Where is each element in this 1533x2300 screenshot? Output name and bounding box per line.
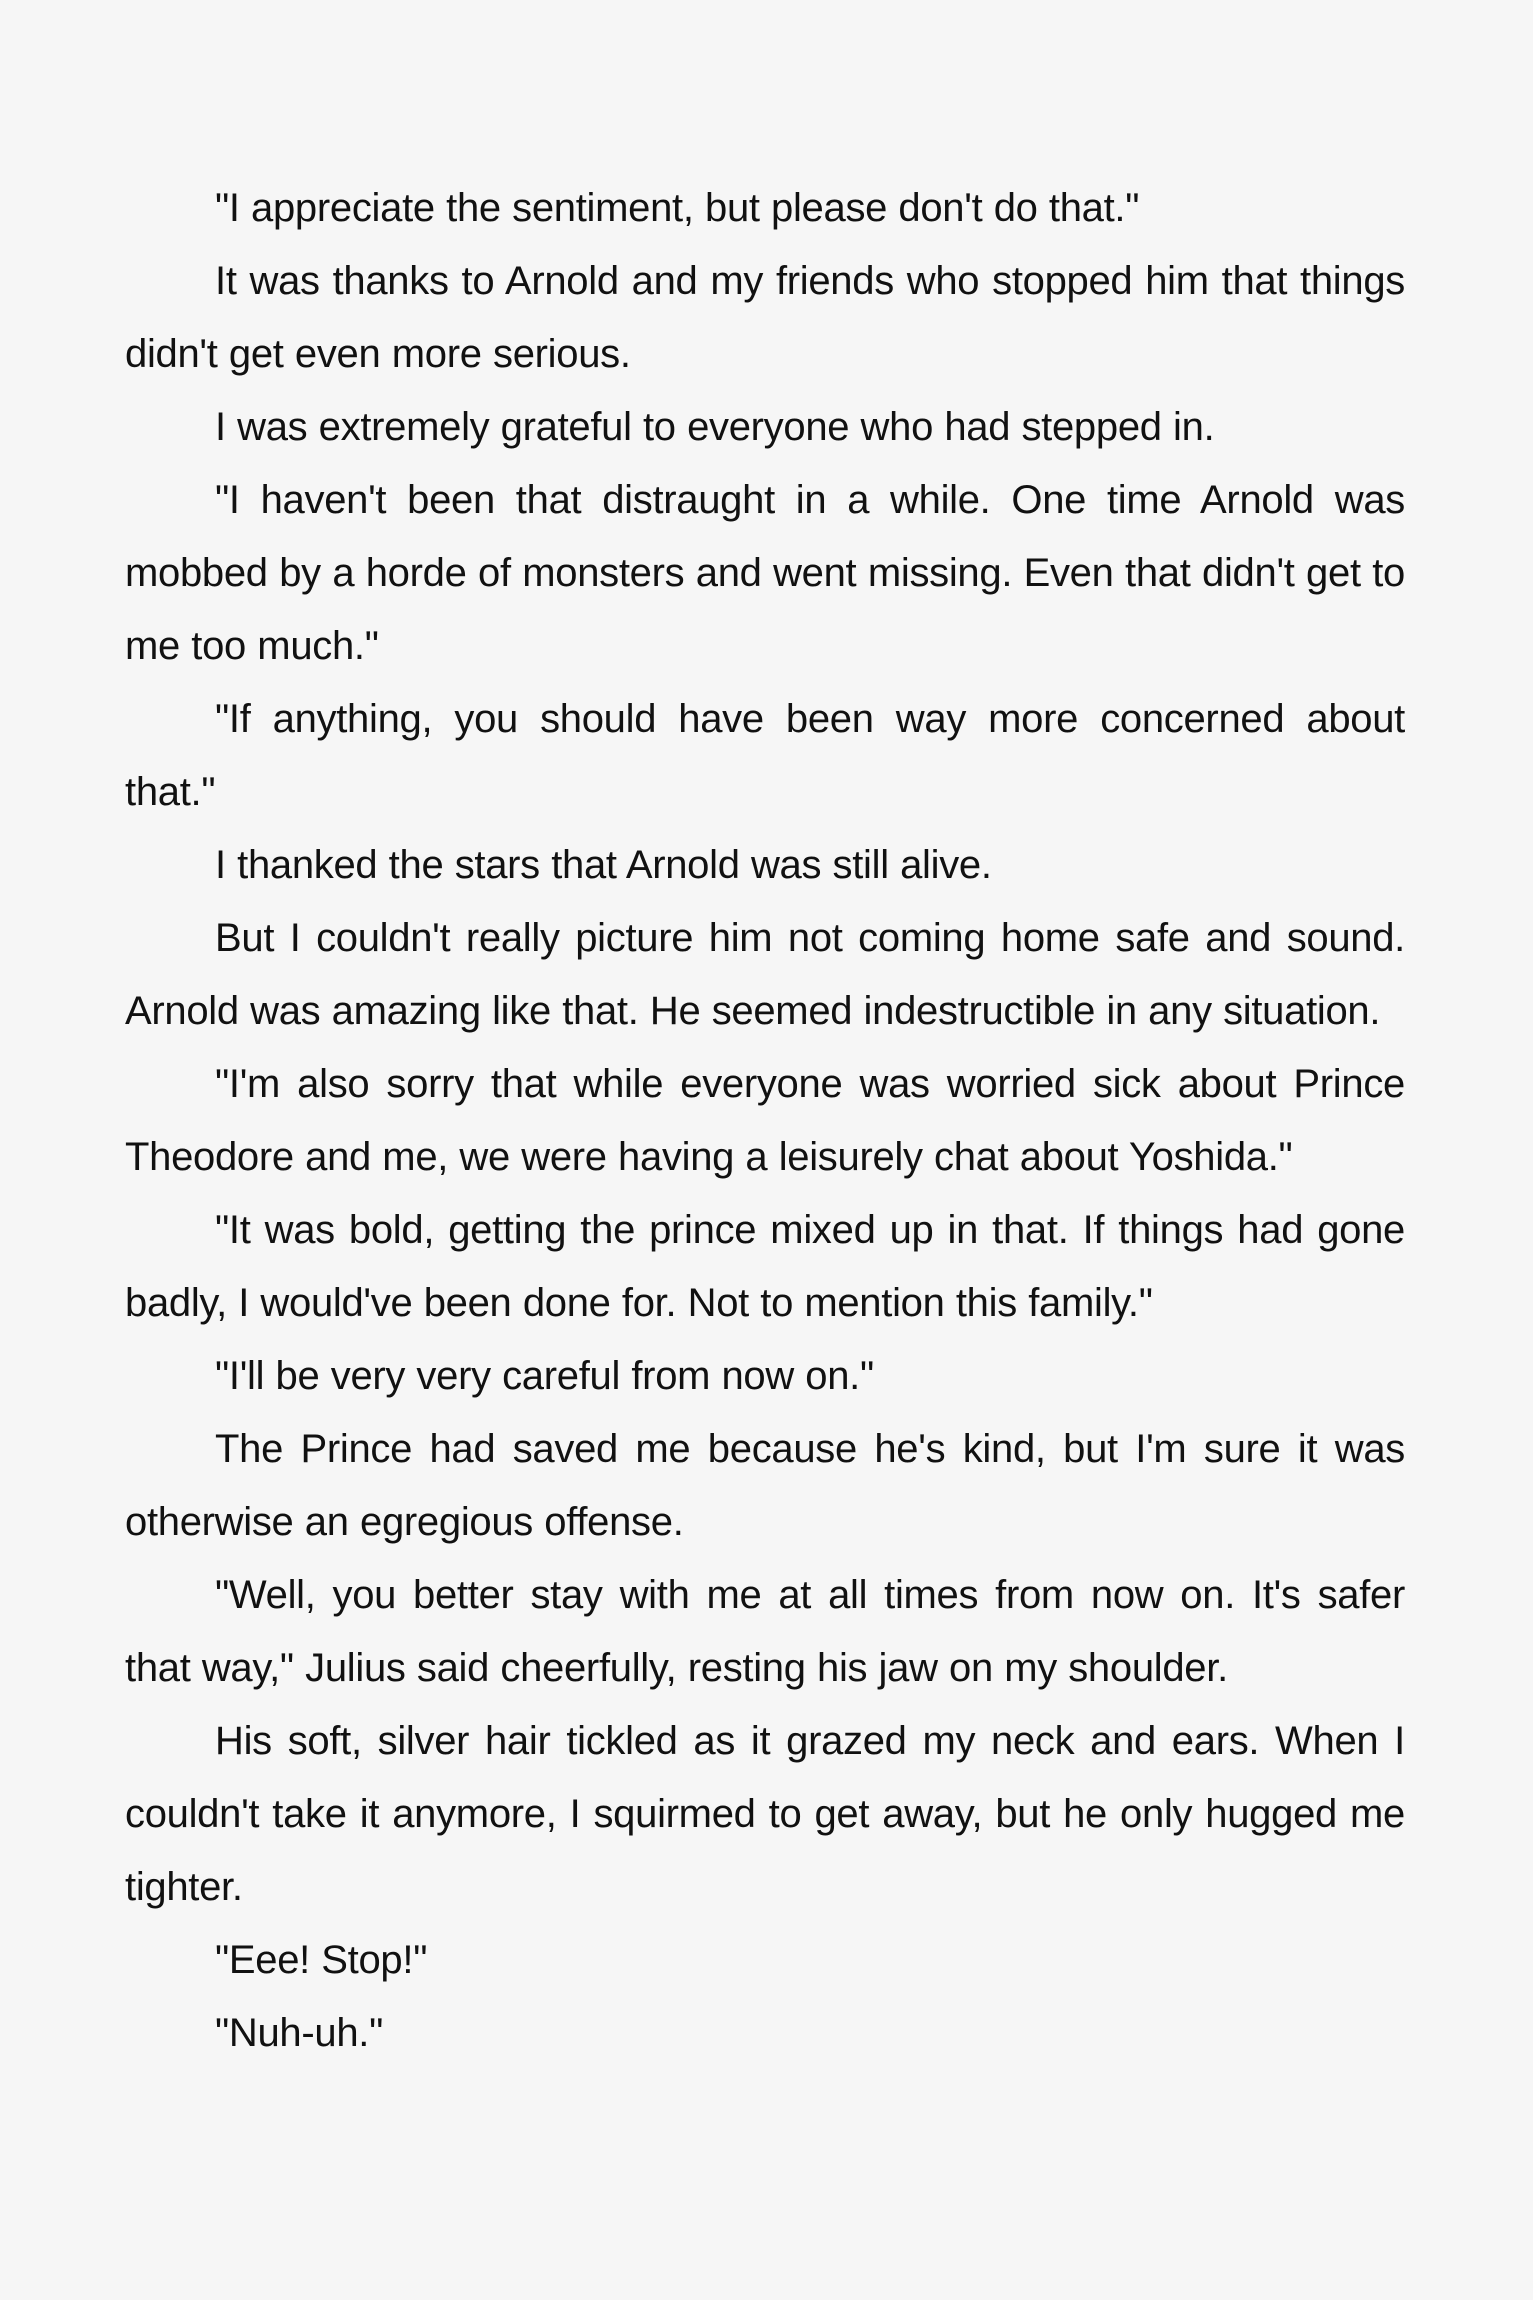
paragraph: "I appreciate the sentiment, but please don't do that." xyxy=(215,186,1140,230)
paragraph: I thanked the stars that Arnold was still alive. xyxy=(215,843,992,887)
paragraph: The Prince had saved me because he's kind, but I'm sure it was otherwise an egregious offense. xyxy=(125,1427,1405,1544)
paragraph: I was extremely grateful to everyone who had stepped in. xyxy=(215,405,1215,449)
paragraph: "If anything, you should have been way more concerned about that." xyxy=(125,697,1405,814)
paragraph: "I'm also sorry that while everyone was worried sick about Prince Theodore and me, we were having a leisurely chat about Yoshida." xyxy=(125,1062,1405,1179)
paragraph: "I haven't been that distraught in a while. One time Arnold was mobbed by a horde of monsters and went missing. Even that didn't get to me too much." xyxy=(125,478,1405,668)
paragraph: "It was bold, getting the prince mixed up in that. If things had gone badly, I would've been done for. Not to mention this family." xyxy=(125,1208,1405,1325)
paragraph: "Nuh-uh." xyxy=(215,2011,384,2055)
paragraph: "Eee! Stop!" xyxy=(215,1938,428,1982)
paragraph: His soft, silver hair tickled as it grazed my neck and ears. When I couldn't take it anymore, I squirmed to get away, but he only hugged me tighter. xyxy=(125,1719,1405,1909)
paragraph: "Well, you better stay with me at all times from now on. It's safer that way," Julius said cheerfully, resting his jaw on my shoulder. xyxy=(125,1573,1405,1690)
paragraph: "I'll be very very careful from now on." xyxy=(215,1354,874,1398)
book-page-text xyxy=(125,172,1405,2070)
paragraph: It was thanks to Arnold and my friends who stopped him that things didn't get even more serious. xyxy=(125,259,1405,376)
paragraph: But I couldn't really picture him not coming home safe and sound. Arnold was amazing like that. He seemed indestructible in any situation. xyxy=(125,916,1405,1033)
